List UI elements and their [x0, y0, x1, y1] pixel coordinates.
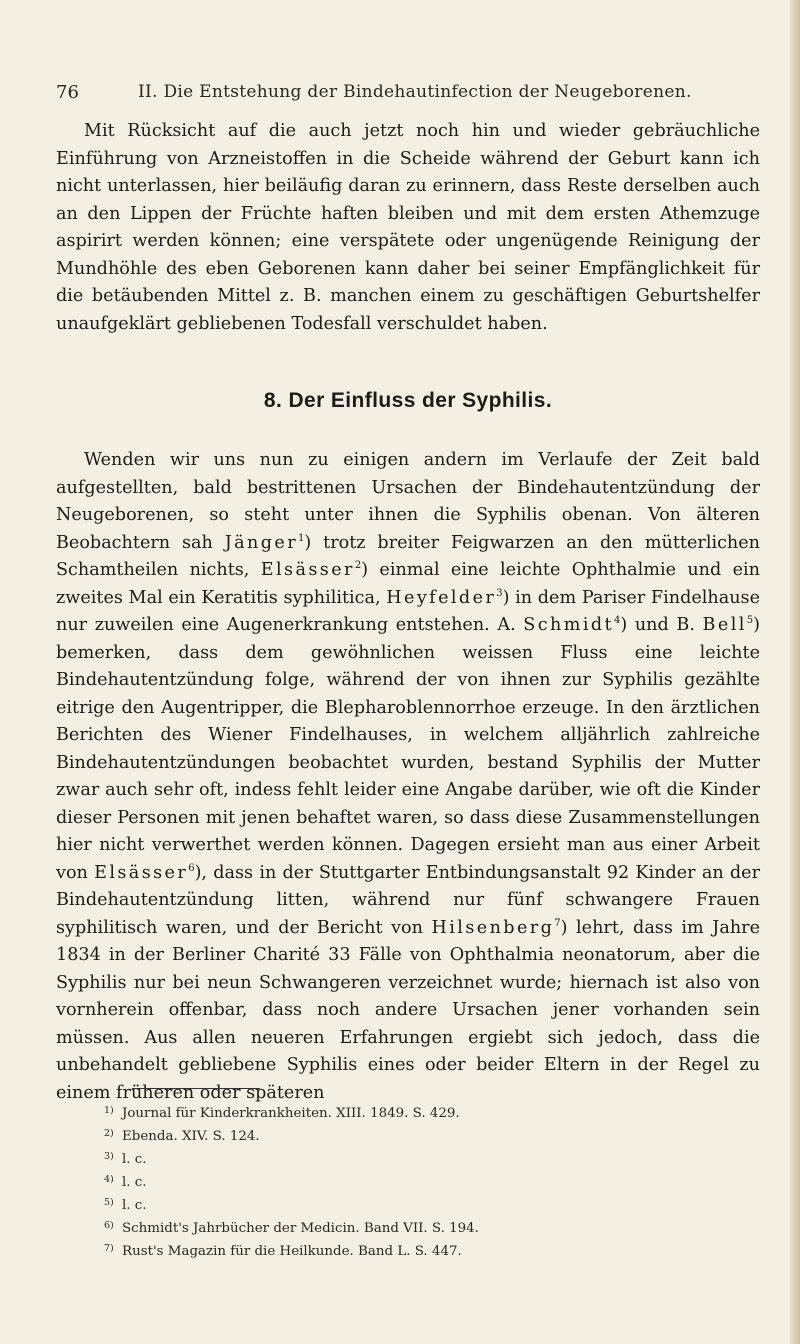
paragraph-1-text: Mit Rücksicht auf die auch jetzt noch hin und wieder gebräuchliche Einführung von Arzneistoffen in die Scheide während der Geburt kann ich nicht unterlassen, hier beiläufig daran zu erinnern, dass Reste derselben auch an den Lippen der Früchte haften bleiben und mit dem ersten Athemzuge aspirirt werden können; eine verspätete oder ungenügende Reinigung der Mundhöhle des eben Geborenen kann daher bei seiner Empfänglichkeit für die betäubenden Mittel z. B. manchen einem zu geschäftigen Geburtshelfer unaufgeklärt gebliebenen Todesfall verschuldet haben. [56, 121, 760, 334]
footnote-item [104, 1239, 744, 1262]
footnote-ref: 5 [746, 615, 754, 626]
text-run: ) bemerken, dass dem gewöhnlichen weissen Fluss eine leichte Bindehautentzündung folge, während der von ihnen zur Syphilis gezählte eitrige den Augentripper, die Blepharoblennorrhoe erzeuge. In den ärztlichen Berichten des Wiener Findelhauses, in welchem alljährlich zahlreiche Bindehautentzündungen beobachtet wurden, bestand Syphilis der Mutter zwar auch sehr oft, indess fehlt leider eine Angabe darüber, wie oft die Kinder dieser Personen mit jenen behaftet waren, so dass diese Zusammenstellungen hier nicht verwerthet werden können. Dagegen ersieht man aus einer Arbeit von [56, 615, 760, 883]
footnote-ref: 6 [188, 862, 195, 874]
footnote-mark: 6) [104, 1220, 114, 1231]
text-run: ) und B. [620, 615, 703, 635]
paragraph-2 [56, 447, 760, 1107]
footnote-ref: 1 [298, 532, 305, 544]
footnote-ref: 2 [354, 560, 362, 571]
footnote-mark: 7) [104, 1243, 114, 1254]
page-header [56, 82, 756, 108]
footnote-item [104, 1193, 744, 1216]
footnote-text: Journal für Kinderkrankheiten. XIII. 1849. S. 429. [122, 1106, 460, 1121]
footnote-item [104, 1216, 744, 1239]
author-name: Elsässer [260, 560, 355, 580]
author-name: Jänger [224, 532, 299, 553]
footnote-text: l. c. [122, 1198, 147, 1213]
text-run: ), dass in der Stuttgarter Entbindungsanstalt 92 Kinder an der Bindehautentzündung litten, während nur fünf schwangere Frauen syphilitisch waren, und der Bericht von [56, 862, 760, 938]
footnote-item [104, 1101, 744, 1124]
author-name: Schmidt [523, 615, 614, 635]
running-head: II. Die Entstehung der Bindehautinfection der Neugeborenen. [138, 82, 692, 102]
footnote-text: l. c. [122, 1152, 147, 1167]
author-name: Bell [702, 615, 747, 635]
footnote-text: l. c. [122, 1175, 147, 1190]
text-run: ) trotz breiter Feigwarzen an den mütterlichen Schamtheilen nichts, [56, 532, 760, 580]
footnotes [104, 1101, 744, 1262]
footnote-item [104, 1170, 744, 1193]
footnote-mark: 3) [104, 1151, 114, 1162]
footnote-mark: 1) [104, 1105, 114, 1116]
footnote-item [104, 1147, 744, 1170]
page-edge [790, 0, 800, 1344]
footnote-mark: 2) [104, 1128, 114, 1139]
page-number: 76 [56, 82, 79, 103]
footnote-ref: 4 [613, 615, 621, 626]
footnote-item [104, 1124, 744, 1147]
paragraph-1 [56, 118, 760, 338]
footnote-text: Ebenda. XIV. S. 124. [122, 1129, 260, 1144]
section-title: 8. Der Einfluss der Syphilis. [263, 389, 553, 412]
footnote-ref: 7 [554, 917, 561, 929]
footnote-ref: 3 [496, 587, 503, 599]
text-run: Wenden wir uns nun zu einigen andern im Verlaufe der Zeit bald aufgestellten, bald bestrittenen Ursachen der Bindehautentzündung der Neugeborenen, so steht unter ihnen die Syphilis obenan. Von älteren Beobachtern sah [56, 450, 760, 553]
text-run: ) einmal eine leichte Ophthalmie und ein zweites Mal ein Keratitis syphilitica, [56, 560, 760, 608]
paragraph-2-text [56, 447, 760, 1107]
author-name: Elsässer [94, 862, 189, 883]
footnote-divider [132, 1088, 260, 1089]
footnote-text: Rust's Magazin für die Heilkunde. Band L. S. 447. [122, 1244, 462, 1259]
footnote-mark: 4) [104, 1174, 114, 1185]
footnote-text: Schmidt's Jahrbücher der Medicin. Band VII. S. 194. [122, 1221, 479, 1236]
text-run: ) lehrt, dass im Jahre 1834 in der Berliner Charité 33 Fälle von Ophthalmia neonatorum, aber die Syphilis nur bei neun Schwangeren verzeichnet wurde; hiernach ist also von vornherein offenbar, dass noch andere Ursachen jener vorhanden sein müssen. Aus allen neueren Erfahrungen ergiebt sich jedoch, dass die unbehandelt gebliebene Syphilis eines oder beider Eltern in der Regel zu einem früheren oder späteren [56, 917, 760, 1103]
footnote-mark: 5) [104, 1197, 114, 1208]
text-run: ) in dem Pariser Findelhause nur zuweilen eine Augenerkrankung entstehen. A. [56, 587, 760, 635]
author-name: Hilsenberg [431, 917, 555, 938]
author-name: Heyfelder [386, 587, 497, 608]
